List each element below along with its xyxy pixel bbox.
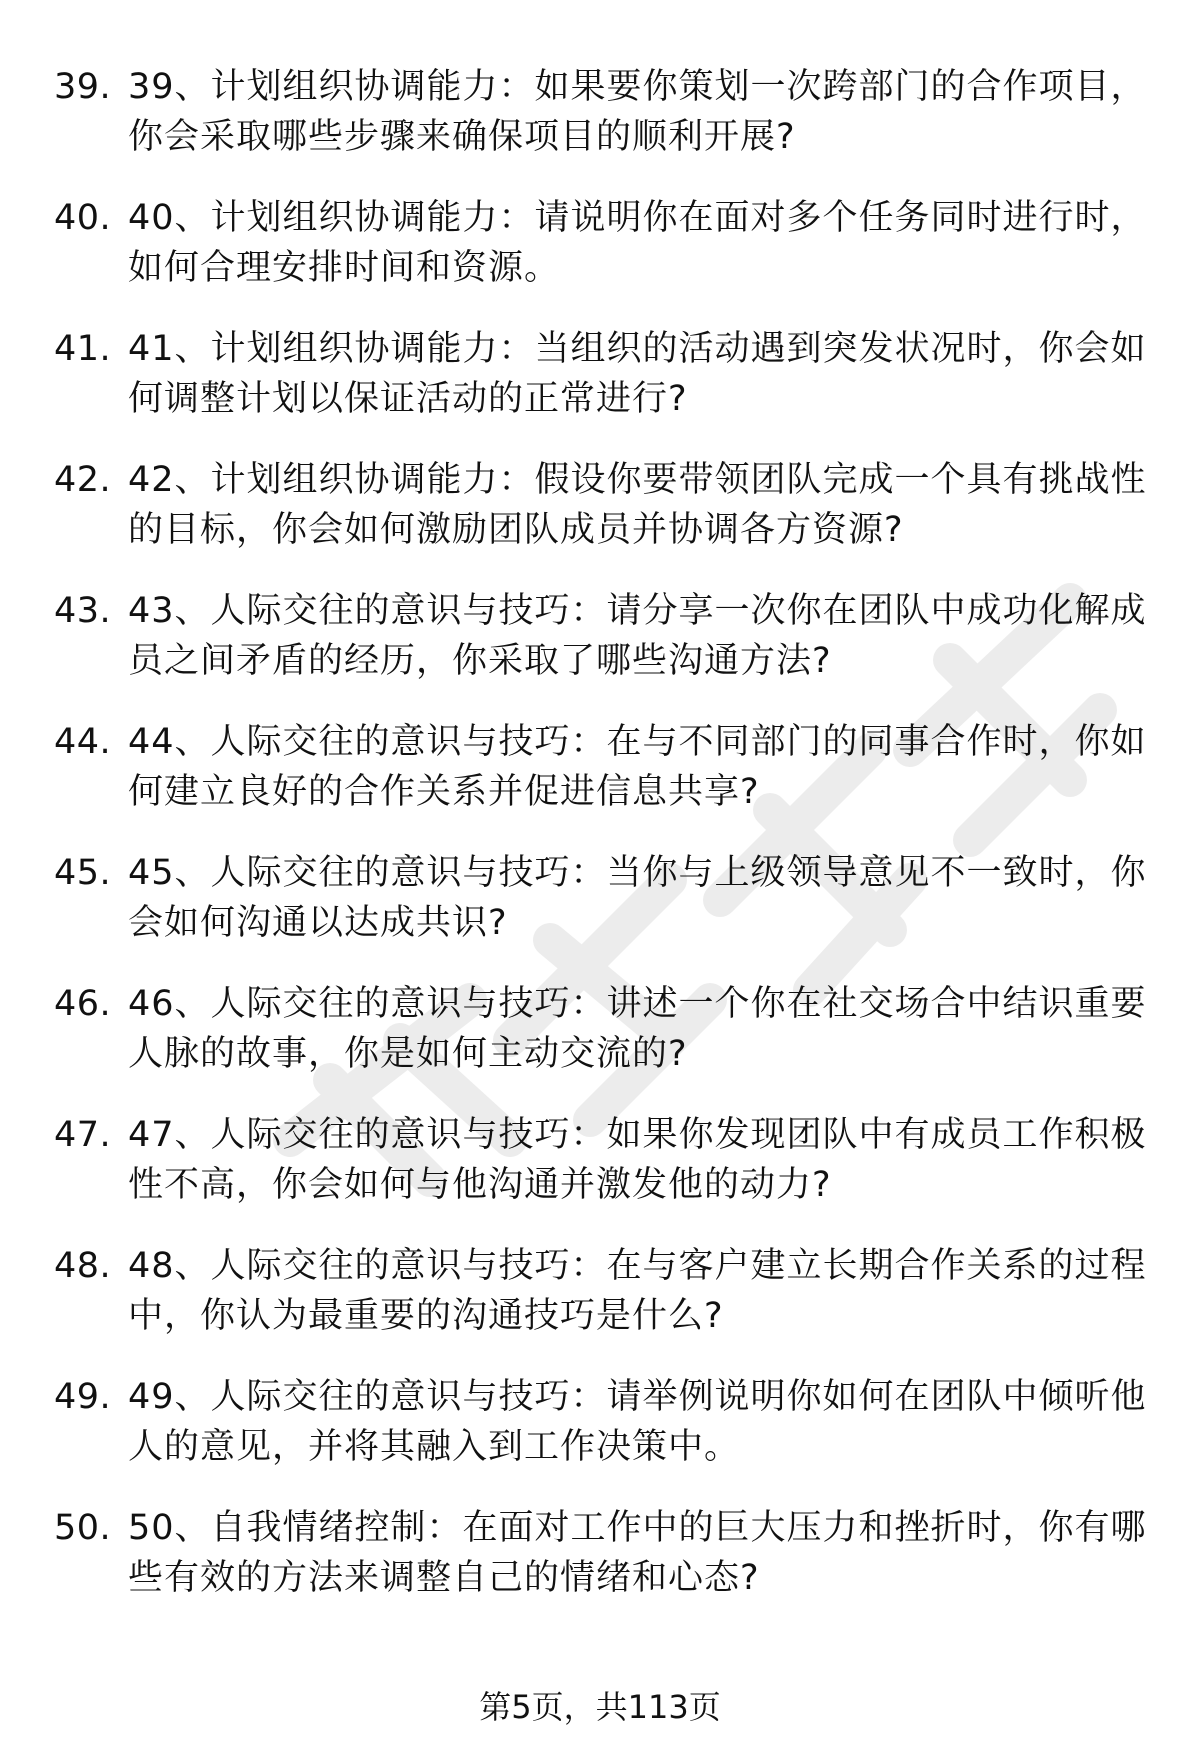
question-number: 42. — [54, 460, 112, 500]
question-text: 43、人际交往的意识与技巧：请分享一次你在团队中成功化解成员之间矛盾的经历，你采取了哪些沟通方法? — [128, 591, 1147, 681]
question-text: 49、人际交往的意识与技巧：请举例说明你如何在团队中倾听他人的意见，并将其融入到工作决策中。 — [128, 1377, 1147, 1467]
question-item — [0, 717, 1200, 848]
question-text: 50、自我情绪控制：在面对工作中的巨大压力和挫折时，你有哪些有效的方法来调整自己的情绪和心态? — [128, 1508, 1147, 1598]
question-text: 39、计划组织协调能力：如果要你策划一次跨部门的合作项目，你会采取哪些步骤来确保项目的顺利开展? — [128, 67, 1147, 157]
question-number: 45. — [54, 853, 112, 893]
question-number: 43. — [54, 591, 112, 631]
question-number: 41. — [54, 329, 112, 369]
page-footer: 第5页，共113页 — [479, 1688, 721, 1726]
question-item — [0, 1503, 1200, 1634]
question-list — [0, 62, 1200, 1634]
question-item — [0, 62, 1200, 193]
question-text: 47、人际交往的意识与技巧：如果你发现团队中有成员工作积极性不高，你会如何与他沟通并激发他的动力? — [128, 1115, 1147, 1205]
question-text: 48、人际交往的意识与技巧：在与客户建立长期合作关系的过程中，你认为最重要的沟通技巧是什么? — [128, 1246, 1147, 1336]
question-number: 50. — [54, 1508, 112, 1548]
question-item — [0, 586, 1200, 717]
question-number: 49. — [54, 1377, 112, 1417]
question-item — [0, 848, 1200, 979]
question-number: 40. — [54, 198, 112, 238]
question-text: 42、计划组织协调能力：假设你要带领团队完成一个具有挑战性的目标，你会如何激励团队成员并协调各方资源? — [128, 460, 1147, 550]
question-item — [0, 324, 1200, 455]
question-item — [0, 1241, 1200, 1372]
question-text: 40、计划组织协调能力：请说明你在面对多个任务同时进行时，如何合理安排时间和资源。 — [128, 198, 1147, 288]
question-text: 44、人际交往的意识与技巧：在与不同部门的同事合作时，你如何建立良好的合作关系并促进信息共享? — [128, 722, 1147, 812]
question-number: 39. — [54, 67, 112, 107]
question-item — [0, 1110, 1200, 1241]
question-number: 48. — [54, 1246, 112, 1286]
question-item — [0, 1372, 1200, 1503]
question-number: 44. — [54, 722, 112, 762]
question-item — [0, 979, 1200, 1110]
question-item — [0, 455, 1200, 586]
question-text: 46、人际交往的意识与技巧：讲述一个你在社交场合中结识重要人脉的故事，你是如何主动交流的? — [128, 984, 1147, 1074]
question-item — [0, 193, 1200, 324]
question-number: 47. — [54, 1115, 112, 1155]
question-text: 45、人际交往的意识与技巧：当你与上级领导意见不一致时，你会如何沟通以达成共识? — [128, 853, 1147, 943]
question-text: 41、计划组织协调能力：当组织的活动遇到突发状况时，你会如何调整计划以保证活动的正常进行? — [128, 329, 1147, 419]
question-number: 46. — [54, 984, 112, 1024]
